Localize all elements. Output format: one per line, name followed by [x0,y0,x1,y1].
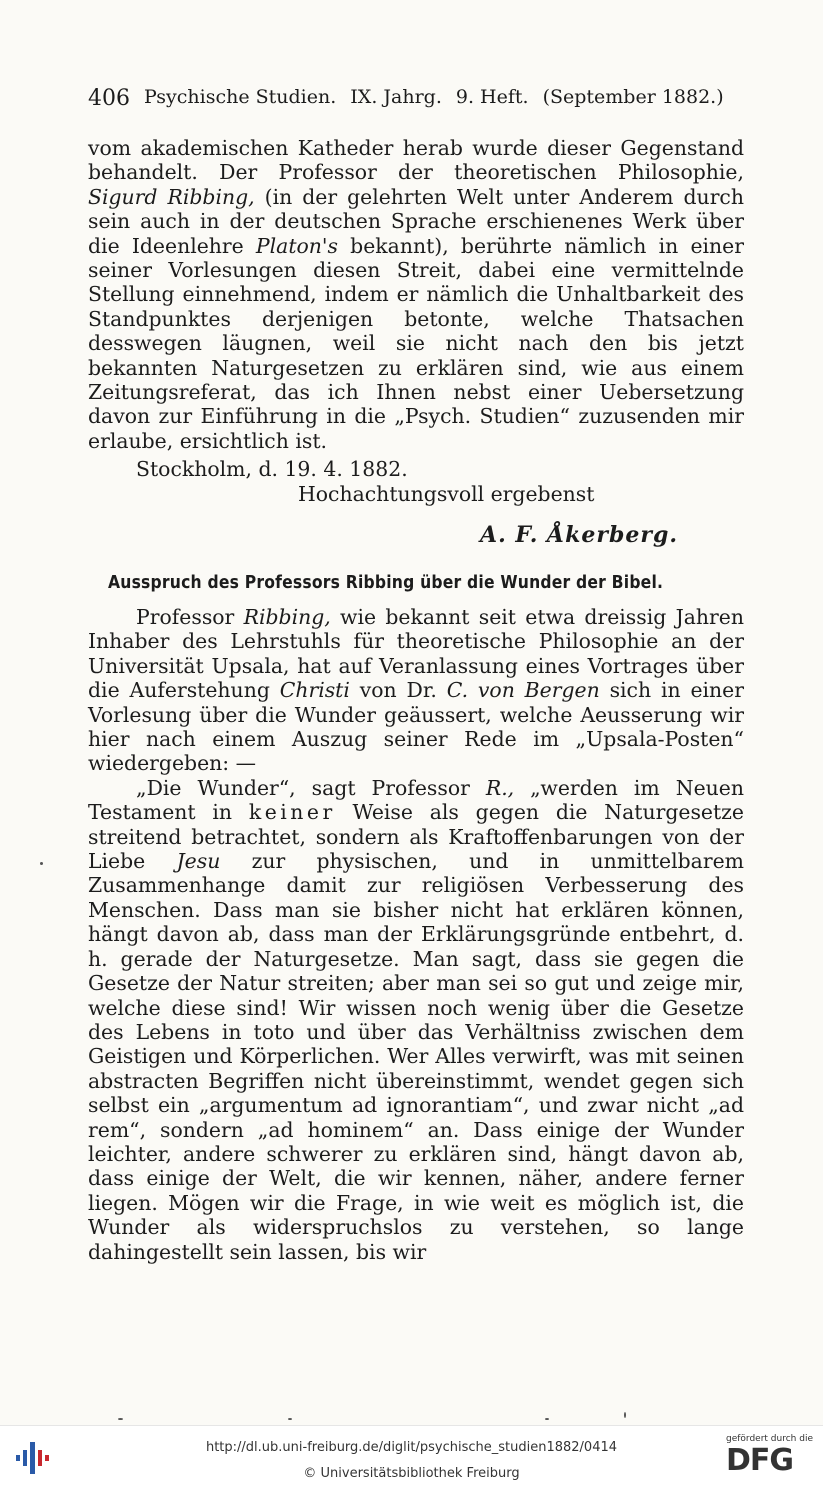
running-head [88,86,728,111]
name-ribbing-italic: Sigurd Ribbing, [88,184,255,209]
volume: IX. Jahrg. [350,86,442,108]
journal-title: Psychische Studien. [144,86,337,108]
scan-speck [288,1418,292,1420]
issue-date: (September 1882.) [542,86,724,108]
page-number: 406 [88,86,130,111]
name-platon-italic: Platon's [255,233,338,258]
scan-speck [624,1412,626,1418]
name-r-italic: R., [485,775,515,800]
copyright: © Universitätsbibliothek Freiburg [303,1466,520,1481]
source-url[interactable]: http://dl.ub.uni-freiburg.de/diglit/psychische_studien1882/0414 [205,1440,618,1455]
text-run: vom akademischen Katheder herab wurde dieser Gegenstand behandelt. Der Professor der theoretischen Philosophie, [88,136,744,185]
viewer-footer [0,1425,823,1488]
name-jesu-italic: Jesu [176,849,221,874]
letter-paragraph [88,136,744,453]
place-date: Stockholm, d. 19. 4. 1882. [136,457,408,481]
spaced-emphasis: keiner [248,800,336,825]
text-run: Weise als gegen die Naturgesetze streitend betrachtet, sondern als Kraftoffenbarungen von der Liebe [88,800,744,874]
text-run: von Dr. [349,678,447,703]
closing-formula: Hochachtungsvoll ergebenst [298,482,595,506]
scan-speck [545,1418,549,1420]
name-ribbing-italic: Ribbing, [243,605,331,629]
letter-body [88,136,744,453]
issue: 9. Heft. [455,86,529,108]
dfg-wordmark: DFG [726,1443,794,1478]
scan-speck [40,862,43,865]
article-body [88,605,744,1264]
text-run: „werden im Neuen Testament in [88,775,744,825]
text-run: sich in einer Vorlesung über die Wunder geäussert, welche Aeusserung wir hier nach einem Auszug seiner Rede im „Upsala-Posten“ wiedergeben: — [88,678,744,776]
text-run: bekannt), berührte nämlich in einer seiner Vorlesungen diesen Streit, dabei eine vermittelnde Stellung einnehmend, indem er nämlich die Unhaltbarkeit des Standpunktes derjenigen betonte, welche Thatsachen desswegen läugnen, weil sie nicht nach den bis jetzt bekannten Naturgesetzen zu erklären sind, wie aus einem Zeitungsreferat, das ich Ihnen nebst einer Uebersetzung davon zur Einführung in die „Psych. Studien“ zuzusenden mir erlaube, ersichtlich ist. [88,233,744,453]
name-bergen-italic: C. von Bergen [446,678,600,703]
dfg-caption: gefördert durch die [726,1434,813,1444]
signature: A. F. Åkerberg. [480,522,679,548]
text-run: „Die Wunder“, sagt Professor [136,775,486,800]
text-run: zur physischen, und in unmittelbarem Zusammenhange damit zur religiösen Verbesserung des Menschen. Dass man sie bisher nicht hat erklären können, hängt davon ab, dass man der Erklärungsgründe entbehrt, d. h. gerade der Naturgesetze. Man sagt, dass sie gegen die Gesetze der Natur streiten; aber man sei so gut und zeige mir, welche diese sind! Wir wissen noch wenig über die Gesetze des Lebens in toto und über das Verhältniss zwischen dem Geistigen und Körperlichen. Wer Alles verwirft, was mit seinen abstracten Begriffen nicht übereinstimmt, wendet gegen sich selbst ein „argumentum ad ignorantiam“, und zwar nicht „ad rem“, sondern „ad hominem“ an. Dass einige der Wunder leichter, andere schwerer zu erklären sind, hängt davon ab, dass einige der Welt, die wir kennen, näher, andere ferner liegen. Mögen wir die Frage, in wie weit es möglich ist, die Wunder als widerspruchslos zu verstehen, so lange dahingestellt sein lassen, bis wir [88,849,744,1264]
section-heading: Ausspruch des Professors Ribbing über die Wunder der Bibel. [108,572,664,593]
text-run: Professor [136,605,244,629]
text-run: (in der gelehrten Welt unter Anderem durch sein auch in der deutschen Sprache erschienenes Werk über die Ideenlehre [88,184,744,258]
article-paragraph-2 [88,776,744,1264]
name-christi-italic: Christi [279,678,350,703]
article-paragraph-1 [88,605,744,776]
dfg-logo [726,1434,816,1484]
scan-speck [118,1418,123,1420]
text-run: wie bekannt seit etwa dreissig Jahren Inhaber des Lehrstuhls für theoretische Philosophie an der Universität Upsala, hat auf Veranlassung eines Vortrages über die Auferstehung [88,605,744,703]
